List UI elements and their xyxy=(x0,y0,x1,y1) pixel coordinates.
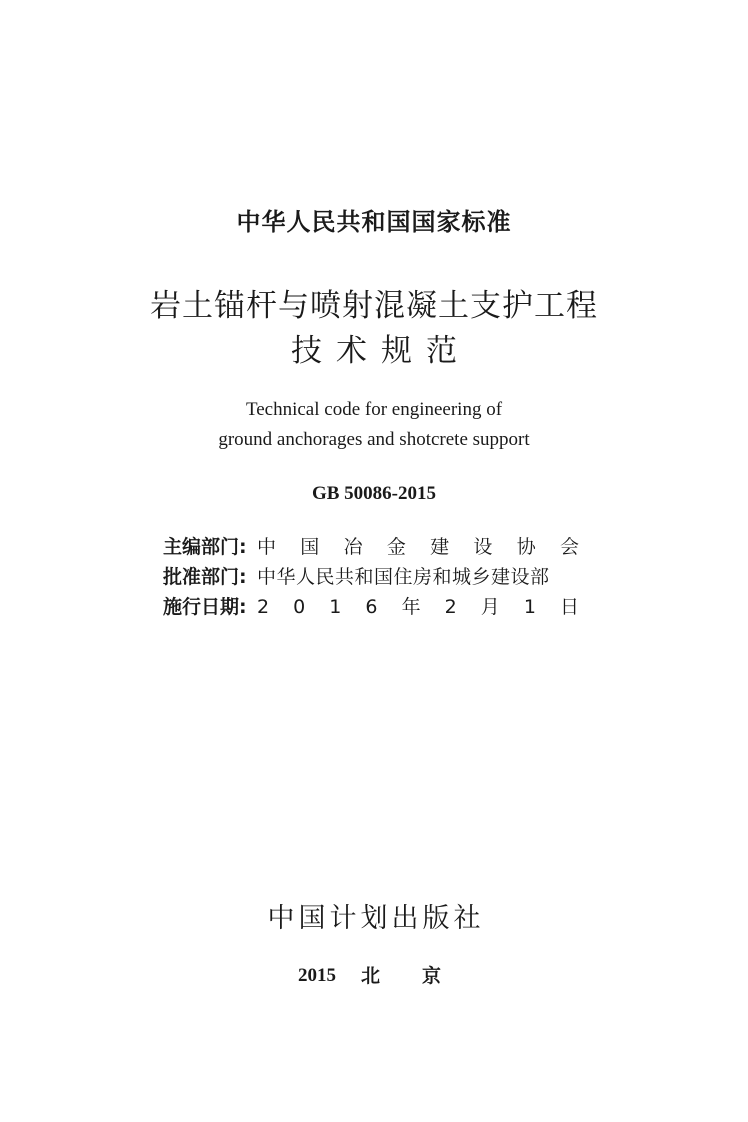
title-chinese-line-1: 岩土锚杆与喷射混凝土支护工程 xyxy=(150,288,598,324)
publication-year: 2015 xyxy=(298,965,336,986)
effective-date-char: 6 xyxy=(365,596,378,618)
title-english-line-2: ground anchorages and shotcrete support xyxy=(218,429,530,450)
effective-date-char: 0 xyxy=(293,596,306,618)
chief-editor-char: 中 xyxy=(257,536,277,558)
chief-editor-char: 设 xyxy=(473,536,493,558)
title-chinese-line-2: 技术规范 xyxy=(291,333,471,369)
chief-editor-row xyxy=(163,533,593,561)
effective-date-row xyxy=(163,593,593,621)
effective-date-char: 月 xyxy=(480,596,500,618)
effective-date-char: 1 xyxy=(329,596,342,618)
publication-line xyxy=(298,962,448,990)
title-english-line-1: Technical code for engineering of xyxy=(245,399,503,420)
publisher-name: 中国计划出版社 xyxy=(267,903,485,934)
chief-editor-char: 协 xyxy=(516,536,536,558)
chief-editor-char: 国 xyxy=(300,536,320,558)
approver-value: 中华人民共和国住房和城乡建设部 xyxy=(257,566,550,588)
publication-city-part-2: 京 xyxy=(422,965,442,987)
effective-date-label: 施行日期: xyxy=(163,596,247,618)
approver-label: 批准部门: xyxy=(163,566,247,588)
chief-editor-char: 金 xyxy=(386,536,406,558)
effective-date-char: 年 xyxy=(401,596,421,618)
chief-editor-label: 主编部门: xyxy=(163,536,247,558)
effective-date-char: 2 xyxy=(444,596,457,618)
chief-editor-char: 冶 xyxy=(343,536,363,558)
series-title: 中华人民共和国国家标准 xyxy=(236,208,512,236)
chief-editor-value xyxy=(257,533,579,561)
approver-row xyxy=(163,563,593,591)
standard-code: GB 50086-2015 xyxy=(311,483,437,504)
effective-date-char: 1 xyxy=(523,596,536,618)
publication-city-part-1: 北 xyxy=(361,965,381,987)
effective-date-char: 2 xyxy=(257,596,270,618)
effective-date-char: 日 xyxy=(559,596,579,618)
effective-date-value xyxy=(257,593,579,621)
chief-editor-char: 会 xyxy=(559,536,579,558)
chief-editor-char: 建 xyxy=(430,536,450,558)
